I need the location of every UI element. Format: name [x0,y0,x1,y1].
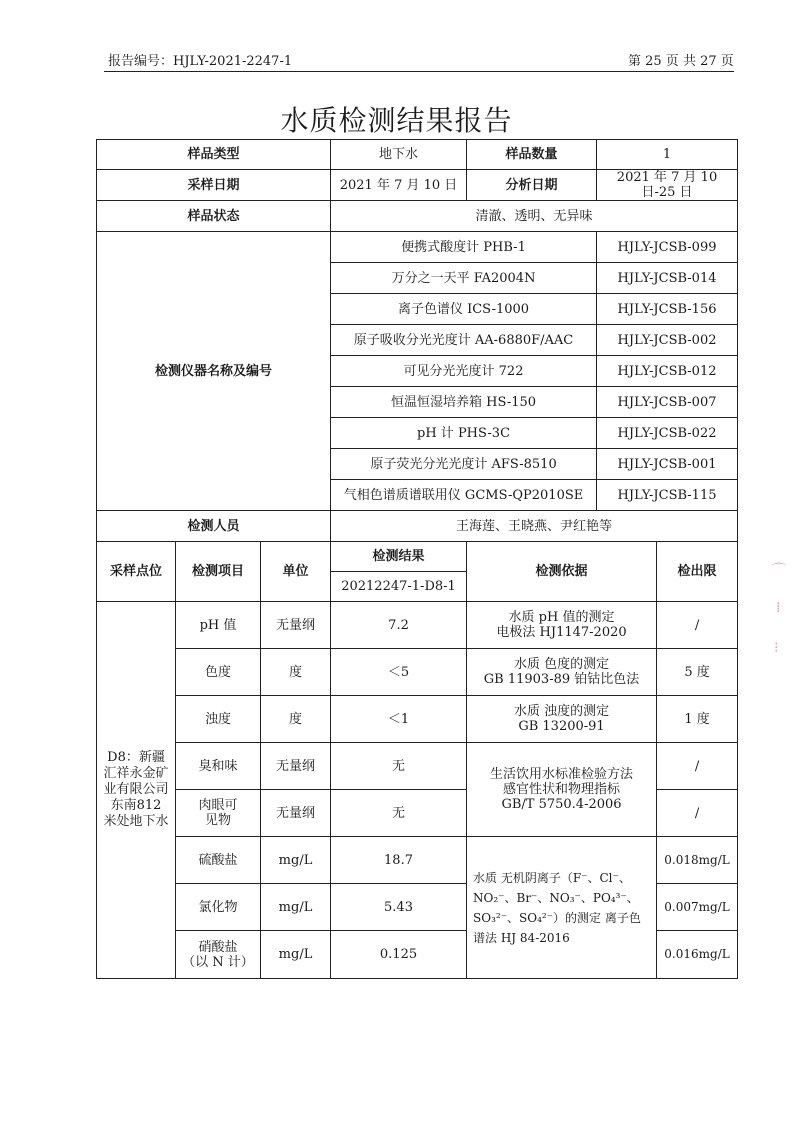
instrument-name: 离子色谱仪 ICS-1000 [331,294,597,325]
row-item: pH 值 [176,602,261,649]
row-unit: mg/L [261,884,331,931]
instrument-code: HJLY-JCSB-001 [597,449,738,480]
row-item: 色度 [176,649,261,696]
instrument-name: 万分之一天平 FA2004N [331,263,597,294]
row-limit: / [657,602,738,649]
row-result: 18.7 [331,837,467,884]
row-limit: 5 度 [657,649,738,696]
label-sampling-date: 采样日期 [97,170,331,201]
instrument-name: 可见分光光度计 722 [331,356,597,387]
row-item: 氯化物 [176,884,261,931]
row-item: 肉眼可 见物 [176,790,261,837]
row-item: 硫酸盐 [176,837,261,884]
row-limit: 0.016mg/L [657,931,738,979]
instrument-code: HJLY-JCSB-022 [597,418,738,449]
row-basis: 水质 浊度的测定 GB 13200-91 [467,696,657,743]
row-result: ＜1 [331,696,467,743]
col-header-point: 采样点位 [97,542,176,602]
row-basis-anions-text: 水质 无机阴离子（F⁻、Cl⁻、NO₂⁻、Br⁻、NO₃⁻、PO₄³⁻、SO₃²⁻、SO₄²⁻）的测定 离子色谱法 HJ 84-2016 [473,870,641,945]
report-number: 报告编号：HJLY-2021-2247-1 [108,54,293,69]
value-sample-state: 清澈、透明、无异味 [331,201,738,232]
row-unit: mg/L [261,931,331,979]
row-unit: 无量纲 [261,743,331,790]
col-header-result: 检测结果 [331,542,467,572]
col-header-unit: 单位 [261,542,331,602]
row-result: ＜5 [331,649,467,696]
instrument-code: HJLY-JCSB-099 [597,232,738,263]
value-analysis-date: 2021 年 7 月 10 日-25 日 [597,170,738,201]
row-limit: / [657,743,738,790]
value-sample-qty: 1 [597,140,738,170]
row-unit: 无量纲 [261,602,331,649]
row-result: 0.125 [331,931,467,979]
row-limit: 0.007mg/L [657,884,738,931]
row-unit: mg/L [261,837,331,884]
row-basis: 水质 色度的测定 GB 11903-89 铂钴比色法 [467,649,657,696]
col-header-sample-id: 20212247-1-D8-1 [331,572,467,602]
instrument-name: 气相色谱质谱联用仪 GCMS-QP2010SE [331,480,597,511]
col-header-item: 检测项目 [176,542,261,602]
label-analysis-date: 分析日期 [467,170,597,201]
label-instruments: 检测仪器名称及编号 [97,232,331,511]
row-unit: 度 [261,696,331,743]
label-sample-type: 样品类型 [97,140,331,170]
row-result: 无 [331,790,467,837]
instrument-name: 原子吸收分光光度计 AA-6880F/AAC [331,325,597,356]
value-sampling-date: 2021 年 7 月 10 日 [331,170,467,201]
result-table [96,139,738,979]
row-result: 无 [331,743,467,790]
value-staff: 王海莲、王晓燕、尹红艳等 [331,511,738,542]
label-staff: 检测人员 [97,511,331,542]
label-sample-qty: 样品数量 [467,140,597,170]
col-header-limit: 检出限 [657,542,738,602]
row-basis: 水质 pH 值的测定 电极法 HJ1147-2020 [467,602,657,649]
row-item: 浊度 [176,696,261,743]
row-basis-sensory: 生活饮用水标准检验方法 感官性状和物理指标 GB/T 5750.4-2006 [467,743,657,837]
row-basis-anions [467,837,657,979]
col-header-basis: 检测依据 [467,542,657,602]
label-sample-state: 样品状态 [97,201,331,232]
row-unit: 无量纲 [261,790,331,837]
row-item: 臭和味 [176,743,261,790]
instrument-name: 原子荧光分光光度计 AFS-8510 [331,449,597,480]
sampling-point-text: D8：新疆汇祥永金矿业有限公司东南812 米处地下水 [103,750,169,829]
value-sample-type: 地下水 [331,140,467,170]
row-result: 7.2 [331,602,467,649]
header-rule [104,71,734,72]
instrument-code: HJLY-JCSB-156 [597,294,738,325]
instrument-code: HJLY-JCSB-115 [597,480,738,511]
stamp-edge-mark: ⌒ [772,563,786,579]
page-title: 水质检测结果报告 [280,104,513,137]
instrument-name: 便携式酸度计 PHB-1 [331,232,597,263]
instrument-name: pH 计 PHS-3C [331,418,597,449]
instrument-code: HJLY-JCSB-002 [597,325,738,356]
stamp-edge-mark: ⁝ [774,640,779,656]
row-limit: 0.018mg/L [657,837,738,884]
stamp-edge-mark: ⁞ [776,600,781,616]
instrument-name: 恒温恒湿培养箱 HS-150 [331,387,597,418]
page-number: 第 25 页 共 27 页 [628,54,734,69]
instrument-code: HJLY-JCSB-007 [597,387,738,418]
instrument-code: HJLY-JCSB-012 [597,356,738,387]
instrument-code: HJLY-JCSB-014 [597,263,738,294]
row-limit: 1 度 [657,696,738,743]
row-item: 硝酸盐 （以 N 计） [176,931,261,979]
row-limit: / [657,790,738,837]
row-result: 5.43 [331,884,467,931]
sampling-point [97,602,176,979]
row-unit: 度 [261,649,331,696]
